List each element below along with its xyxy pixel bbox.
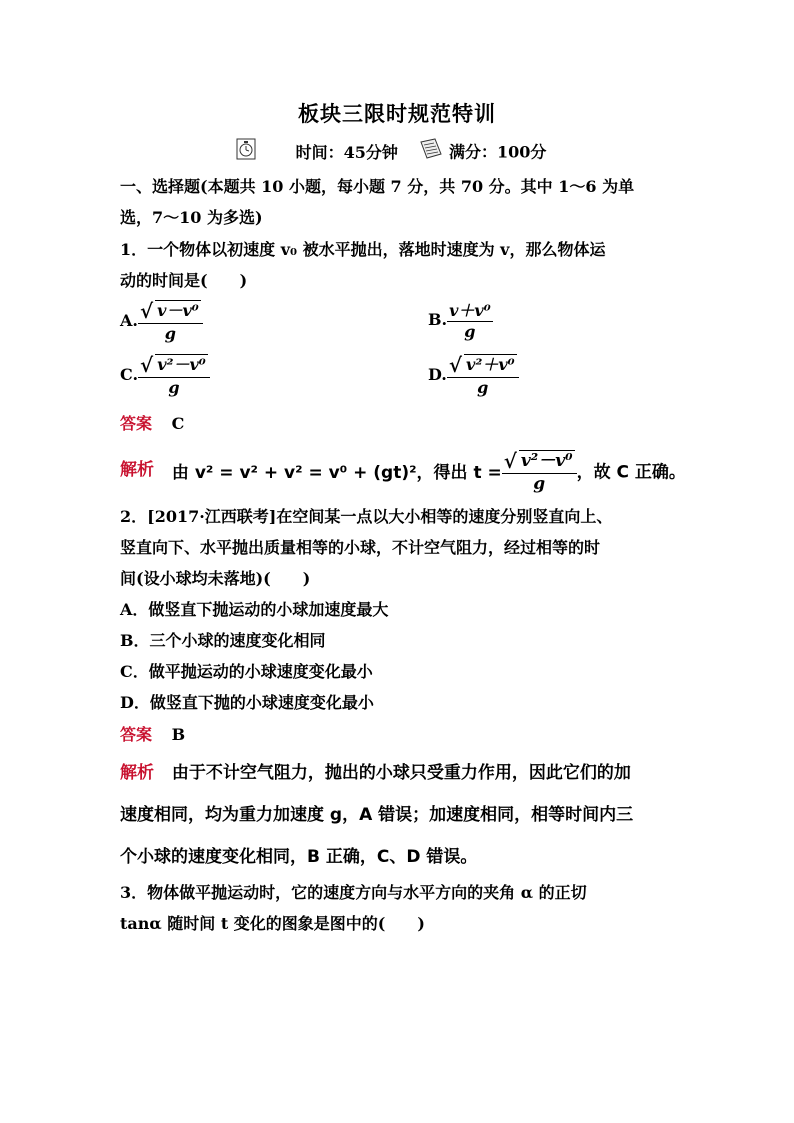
q1-stem-line1: 1．一个物体以初速度 v₀ 被水平抛出，落地时速度为 v，那么物体运 — [120, 240, 606, 259]
q2-explanation-line1 — [120, 758, 631, 783]
q1-option-d: D. $\frac{\text{√ v²＋v⁰}}{g}$ — [428, 352, 519, 397]
q1-c-denominator: g — [168, 378, 180, 397]
q1-stem-line2: 动的时间是( ) — [120, 271, 248, 290]
q2-option-b: B．三个小球的速度变化相同 — [120, 631, 326, 650]
answer-value: B — [171, 725, 186, 744]
q3-stem-line1: 3．物体做平抛运动时，它的速度方向与水平方向的夹角 α 的正切 — [120, 883, 587, 902]
explanation-label: 解析 — [120, 460, 154, 480]
q2-option-c: C．做平抛运动的小球速度变化最小 — [120, 662, 373, 681]
q1-answer — [120, 411, 184, 434]
score-sheet-icon — [419, 138, 443, 164]
q2-answer — [120, 722, 185, 745]
q2-option-a: A．做竖直下抛运动的小球加速度最大 — [120, 600, 389, 619]
q1-option-c: C. $\frac{\text{√ v²－v⁰}}{g}$ — [120, 352, 210, 397]
exam-meta — [236, 138, 546, 168]
q1-a-denominator: g — [164, 324, 176, 343]
q1-b-numerator: v＋v⁰ — [447, 298, 493, 322]
q1-option-b: B. $\frac{\text{v＋v⁰}}{g}$ — [428, 298, 493, 341]
q2-explanation-line2: 速度相同，均为重力加速度 g，A 错误；加速度相同，相等时间内三 — [120, 805, 634, 825]
q1-option-a: A. $\frac{\text{√ v－v⁰}}{g}$ — [120, 298, 203, 343]
section-intro-line2: 选，7～10 为多选) — [120, 208, 263, 227]
q2-stem-line3: 间(设小球均未落地)( ) — [120, 569, 311, 588]
explanation-denominator: g — [533, 474, 546, 494]
q1-d-denominator: g — [477, 378, 489, 397]
q3-stem-line2: tanα 随时间 t 变化的图象是图中的( ) — [120, 914, 425, 933]
q1-a-numerator: v－v⁰ — [157, 301, 199, 320]
q1-c-numerator: v²－v⁰ — [157, 355, 206, 374]
full-score: 满分：100分 — [449, 142, 547, 162]
explanation-numerator: v²－v⁰ — [520, 451, 573, 471]
q1-d-numerator: v²＋v⁰ — [466, 355, 515, 374]
q2-stem-line1: 2．[2017·江西联考]在空间某一点以大小相等的速度分别竖直向上、 — [120, 507, 613, 526]
q2-option-d: D．做竖直下抛的小球速度变化最小 — [120, 693, 374, 712]
explanation-text-pre: 由 v² = v² + v² = v⁰ + (gt)²，得出 t = — [171, 462, 502, 483]
q2-stem-line2: 竖直向下、水平抛出质量相等的小球，不计空气阻力，经过相等的时 — [120, 538, 601, 557]
stopwatch-icon — [236, 138, 256, 164]
explanation-text: 由于不计空气阻力，抛出的小球只受重力作用，因此它们的加 — [171, 763, 631, 783]
q1-explanation: 解析 由 v² = v² + v² = v⁰ + (gt)²，得出 t = $\frac{\text{√ v²－v⁰}}{g}$ ，故 C 正确。 — [120, 446, 686, 494]
q2-explanation-line3: 个小球的速度变化相同，B 正确，C、D 错误。 — [120, 847, 478, 867]
answer-label: 答案 — [120, 414, 153, 433]
answer-value: C — [171, 414, 185, 433]
answer-label: 答案 — [120, 725, 153, 744]
page-title: 板块三限时规范特训 — [298, 101, 496, 126]
q1-b-denominator: g — [464, 322, 476, 341]
section-intro-line1: 一、选择题(本题共 10 小题，每小题 7 分，共 70 分。其中 1～6 为单 — [120, 177, 635, 196]
time-limit: 时间：45分钟 — [295, 142, 398, 162]
explanation-text-post: ，故 C 正确。 — [576, 462, 686, 483]
explanation-label: 解析 — [120, 763, 154, 783]
